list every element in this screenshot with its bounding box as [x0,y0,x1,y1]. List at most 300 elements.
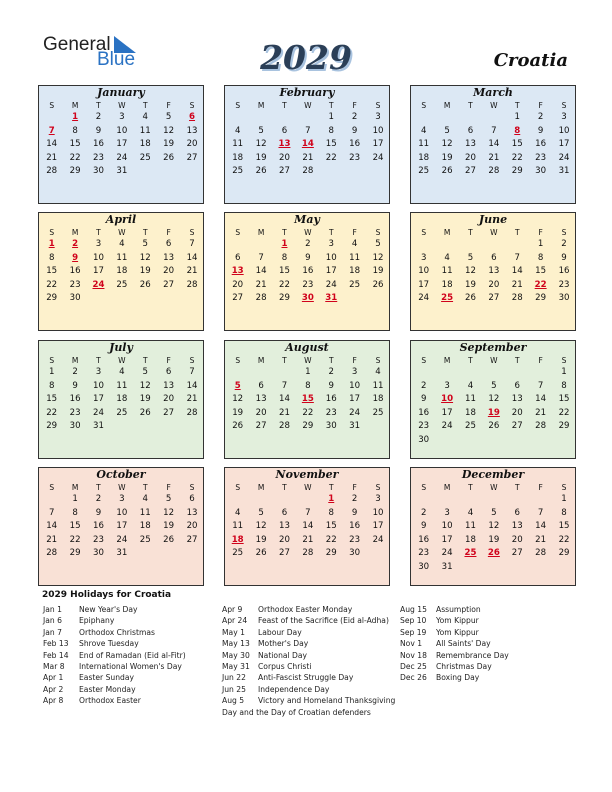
holiday-name: Mother's Day [258,639,309,649]
day-cell: 18 [116,394,128,405]
day-cell: 8 [281,252,288,263]
day-cell: 29 [511,166,523,177]
day-cell: 13 [163,252,175,263]
holiday-name: Boxing Day [436,673,480,683]
day-cell: 6 [514,380,520,391]
holiday-row [43,604,186,615]
holiday-row [400,650,509,661]
day-cell: 24 [372,152,384,163]
day-cell: 3 [119,112,125,122]
empty-cell [482,366,505,380]
day-cell: 7 [537,380,544,391]
day-cell: 31 [349,421,361,432]
day-cell: 4 [444,252,450,263]
day-cell: 13 [511,394,523,405]
day-cell: 16 [69,394,81,405]
day-grid [225,100,389,179]
weekday-header: W [118,228,126,237]
empty-cell [435,366,458,380]
holiday-date: 25 [441,293,454,304]
day-cell: 4 [234,507,241,518]
day-cell: 14 [488,139,500,150]
weekday-header: T [468,483,473,492]
day-cell: 1 [561,367,567,377]
day-cell: 21 [302,534,314,545]
weekday-header: M [443,101,451,110]
day-cell: 20 [279,152,290,163]
day-cell: 29 [46,421,58,432]
weekday-header: S [375,483,381,492]
holiday-row [222,661,397,672]
weekday-header: S [49,356,55,365]
holiday-date-label: Aug 15 [400,605,427,614]
day-cell: 13 [279,521,290,532]
holiday-date-label: Nov 1 [400,639,423,649]
holiday-row [400,627,509,638]
holiday-row [222,650,397,661]
day-cell: 30 [535,166,547,177]
day-cell: 17 [116,139,128,150]
day-cell: 19 [255,534,267,545]
day-cell: 15 [46,394,58,405]
day-cell: 20 [232,279,244,290]
day-cell: 17 [116,521,128,532]
day-cell: 13 [186,507,198,518]
weekday-header: T [514,228,520,237]
weekday-header: S [189,228,195,237]
holiday-date: 24 [92,279,105,290]
day-cell: 2 [305,239,311,249]
day-cell: 2 [95,494,102,504]
day-cell: 9 [351,507,358,518]
day-cell: 4 [375,367,381,377]
day-cell: 16 [349,139,361,150]
day-cell: 21 [535,534,547,545]
day-cell: 10 [116,125,128,136]
month-name: March [473,86,513,99]
day-cell: 2 [420,507,427,518]
day-cell: 22 [511,152,523,163]
day-cell: 17 [558,139,570,150]
day-cell: 15 [46,266,58,277]
day-cell: 12 [139,380,151,391]
day-cell: 1 [537,239,544,249]
month-name: May [294,213,320,226]
day-cell: 2 [561,239,567,249]
day-cell: 18 [441,279,453,290]
day-cell: 21 [186,266,198,277]
day-cell: 24 [372,534,384,545]
holiday-date: 8 [514,125,521,136]
holiday-date: 5 [234,380,241,391]
day-cell: 4 [119,367,125,377]
day-cell: 5 [165,494,172,504]
month-name: October [96,468,146,481]
weekday-header: T [514,356,520,365]
day-cell: 8 [537,252,544,263]
day-cell: 5 [491,380,497,391]
weekday-header: S [49,228,55,237]
day-cell: 28 [255,293,267,304]
day-grid [225,227,389,306]
holiday-date: 30 [301,293,314,304]
day-cell: 20 [511,407,523,418]
month-march [410,85,576,204]
day-cell: 12 [372,252,384,263]
empty-cell [506,238,529,252]
holiday-row [222,695,397,718]
day-cell: 10 [372,125,384,136]
day-cell: 28 [511,293,523,304]
weekday-header: S [421,101,427,110]
day-cell: 7 [305,507,311,518]
day-cell: 24 [558,152,570,163]
day-cell: 21 [488,152,500,163]
month-september [410,340,576,459]
day-cell: 3 [444,507,450,518]
empty-cell [412,238,435,252]
day-cell: 30 [325,421,337,432]
weekday-header: M [257,356,265,365]
weekday-header: M [71,483,79,492]
holiday-date: 2 [72,239,79,249]
day-cell: 23 [558,279,570,290]
month-february [224,85,390,204]
empty-cell [482,111,505,125]
day-cell: 3 [351,367,358,377]
weekday-header: F [538,228,543,237]
day-cell: 18 [232,152,244,163]
holiday-name: Remembrance Day [436,650,509,660]
weekday-header: M [257,483,265,492]
day-cell: 12 [232,394,244,405]
weekday-header: W [118,101,126,110]
weekday-header: S [189,483,195,492]
empty-cell [273,366,296,380]
day-cell: 3 [375,494,381,504]
day-cell: 12 [139,252,151,263]
holiday-row [222,684,397,695]
day-cell: 12 [163,125,175,136]
day-cell: 26 [232,421,244,432]
day-cell: 16 [93,139,104,150]
weekday-header: T [514,101,520,110]
day-cell: 29 [325,548,337,559]
day-cell: 6 [189,494,195,504]
holiday-column [43,604,186,707]
day-cell: 23 [349,152,361,163]
day-cell: 20 [465,152,476,163]
weekday-header: T [468,101,473,110]
day-cell: 11 [465,521,476,532]
day-cell: 24 [93,407,104,418]
day-cell: 23 [302,279,314,290]
day-cell: 10 [93,380,104,391]
day-cell: 27 [163,407,175,418]
weekday-header: M [443,228,451,237]
weekday-header: T [142,483,148,492]
holiday-name: Yom Kippur [436,616,479,626]
day-cell: 4 [234,125,241,136]
month-name: June [478,213,508,226]
holiday-date-label: Jan 6 [43,616,62,626]
day-cell: 7 [189,367,195,377]
day-cell: 13 [511,521,523,532]
day-cell: 5 [444,125,450,136]
day-cell: 25 [139,534,151,545]
month-october [38,467,204,586]
holiday-date: 10 [441,394,454,405]
day-cell: 19 [372,266,384,277]
day-cell: 16 [349,521,361,532]
day-cell: 15 [511,139,523,150]
day-cell: 26 [139,279,151,290]
day-cell: 27 [465,166,476,177]
holiday-row [222,672,397,683]
weekday-header: W [490,228,498,237]
day-cell: 29 [46,293,58,304]
day-cell: 6 [281,507,288,518]
day-cell: 2 [351,112,358,122]
holiday-row [222,627,397,638]
month-april [38,212,204,331]
day-cell: 4 [420,125,427,136]
holiday-row [43,661,186,672]
weekday-header: T [282,483,287,492]
day-cell: 7 [305,125,311,136]
day-cell: 10 [372,507,384,518]
day-cell: 31 [441,561,453,572]
day-cell: 15 [325,139,337,150]
weekday-header: W [118,356,126,365]
weekday-header: S [375,356,381,365]
day-cell: 29 [302,421,314,432]
day-cell: 15 [69,139,81,150]
day-cell: 4 [351,239,358,249]
weekday-header: M [71,228,79,237]
day-cell: 23 [535,152,547,163]
month-name: February [279,86,335,99]
day-cell: 2 [72,367,78,377]
holiday-date-label: Feb 14 [43,650,69,660]
day-cell: 24 [349,407,361,418]
holiday-name: National Day [258,650,308,660]
day-cell: 9 [420,394,427,405]
day-cell: 7 [537,507,544,518]
day-cell: 27 [232,293,244,304]
day-cell: 6 [234,252,241,263]
day-cell: 17 [441,534,453,545]
day-cell: 3 [375,112,381,122]
day-cell: 7 [189,239,195,249]
day-cell: 4 [142,494,148,504]
day-cell: 23 [93,534,104,545]
day-cell: 3 [328,239,334,249]
holiday-date-label: Apr 2 [43,684,64,694]
holiday-date: 18 [231,534,244,545]
weekday-header: W [118,483,126,492]
day-cell: 21 [511,279,523,290]
day-cell: 28 [186,279,198,290]
day-cell: 15 [279,266,290,277]
day-cell: 17 [441,407,453,418]
holiday-name: Assumption [436,605,481,614]
day-cell: 19 [139,394,151,405]
day-grid [225,355,389,434]
empty-cell [273,493,296,507]
day-cell: 26 [372,279,384,290]
day-cell: 23 [69,407,81,418]
day-cell: 5 [165,112,172,122]
day-cell: 18 [116,266,128,277]
day-cell: 26 [465,293,476,304]
holiday-name: Corpus Christi [258,662,312,672]
day-cell: 6 [467,125,474,136]
day-cell: 16 [418,407,430,418]
holiday-date: 31 [325,293,338,304]
day-cell: 23 [418,421,430,432]
day-cell: 5 [375,239,381,249]
day-cell: 27 [186,534,198,545]
day-cell: 16 [325,394,337,405]
day-cell: 7 [258,252,264,263]
day-cell: 10 [441,521,453,532]
day-cell: 19 [163,521,175,532]
day-grid [225,482,389,561]
holiday-column [400,604,509,684]
holiday-date-label: Jan 7 [43,627,62,637]
day-cell: 16 [558,266,570,277]
day-cell: 6 [258,380,264,391]
day-cell: 26 [139,407,151,418]
day-cell: 25 [116,407,128,418]
day-cell: 6 [165,367,172,377]
day-grid [39,482,203,561]
day-cell: 29 [69,166,81,177]
day-cell: 25 [232,548,244,559]
day-cell: 30 [418,561,430,572]
holiday-name: Anti-Fascist Struggle Day [258,673,354,683]
weekday-header: S [189,101,195,110]
empty-cell [506,493,529,507]
day-cell: 15 [325,521,337,532]
day-cell: 20 [186,521,198,532]
day-cell: 18 [418,152,430,163]
holiday-row [43,627,186,638]
holiday-row [400,615,509,626]
holiday-row [400,604,509,615]
month-july [38,340,204,459]
holiday-name: Victory and Homeland Thanksgiving Day and the Day of Croatian defenders [222,696,396,717]
day-cell: 13 [163,380,175,391]
day-cell: 18 [139,139,151,150]
empty-cell [40,111,63,125]
holiday-row [43,684,186,695]
day-cell: 24 [116,152,128,163]
weekday-header: S [421,228,427,237]
day-cell: 25 [232,166,244,177]
day-cell: 9 [537,125,544,136]
month-name: November [275,468,339,481]
day-cell: 14 [46,139,58,150]
day-cell: 1 [305,367,311,377]
day-cell: 21 [46,152,58,163]
day-cell: 19 [163,139,175,150]
holiday-row [222,604,397,615]
empty-cell [529,366,552,380]
holiday-name: Shrove Tuesday [79,639,139,649]
day-cell: 23 [418,548,430,559]
day-cell: 14 [535,521,547,532]
day-cell: 22 [325,534,337,545]
day-cell: 6 [514,507,520,518]
empty-cell [459,493,482,507]
weekday-header: T [468,356,473,365]
weekday-header: T [282,228,287,237]
day-cell: 25 [465,421,476,432]
weekday-header: F [538,101,543,110]
empty-cell [226,111,249,125]
holiday-date-label: Jun 22 [222,673,246,683]
weekday-header: S [49,101,55,110]
weekday-header: T [282,101,287,110]
holiday-row [400,638,509,649]
holiday-name: Independence Day [258,684,330,694]
day-cell: 18 [465,407,476,418]
weekday-header: M [71,101,79,110]
holiday-date-label: Apr 9 [222,605,243,614]
holiday-date: 13 [231,266,244,277]
day-cell: 22 [279,279,290,290]
holiday-name: All Saints' Day [436,639,491,649]
day-grid [39,355,203,434]
holiday-row [43,638,186,649]
day-cell: 2 [95,112,102,122]
day-cell: 25 [418,166,430,177]
day-cell: 22 [558,534,570,545]
day-cell: 7 [281,380,288,391]
weekday-header: T [142,228,148,237]
day-cell: 26 [163,534,175,545]
day-cell: 24 [116,534,128,545]
weekday-header: F [352,101,357,110]
weekday-header: T [142,356,148,365]
day-cell: 31 [116,166,128,177]
day-cell: 12 [163,507,175,518]
day-cell: 17 [349,394,361,405]
day-cell: 3 [119,494,125,504]
day-cell: 13 [488,266,500,277]
holiday-date-label: Apr 1 [43,673,64,683]
day-cell: 11 [116,252,128,263]
day-cell: 2 [328,367,334,377]
month-august [224,340,390,459]
day-cell: 9 [72,380,78,391]
day-cell: 12 [255,139,267,150]
day-cell: 25 [139,152,151,163]
day-cell: 9 [351,125,358,136]
day-cell: 15 [69,521,81,532]
day-cell: 15 [535,266,547,277]
day-cell: 6 [165,239,172,249]
day-cell: 18 [465,534,476,545]
day-cell: 16 [535,139,547,150]
day-cell: 11 [116,380,128,391]
day-cell: 15 [558,521,570,532]
month-may [224,212,390,331]
holiday-date: 1 [48,239,55,249]
day-cell: 16 [418,534,430,545]
